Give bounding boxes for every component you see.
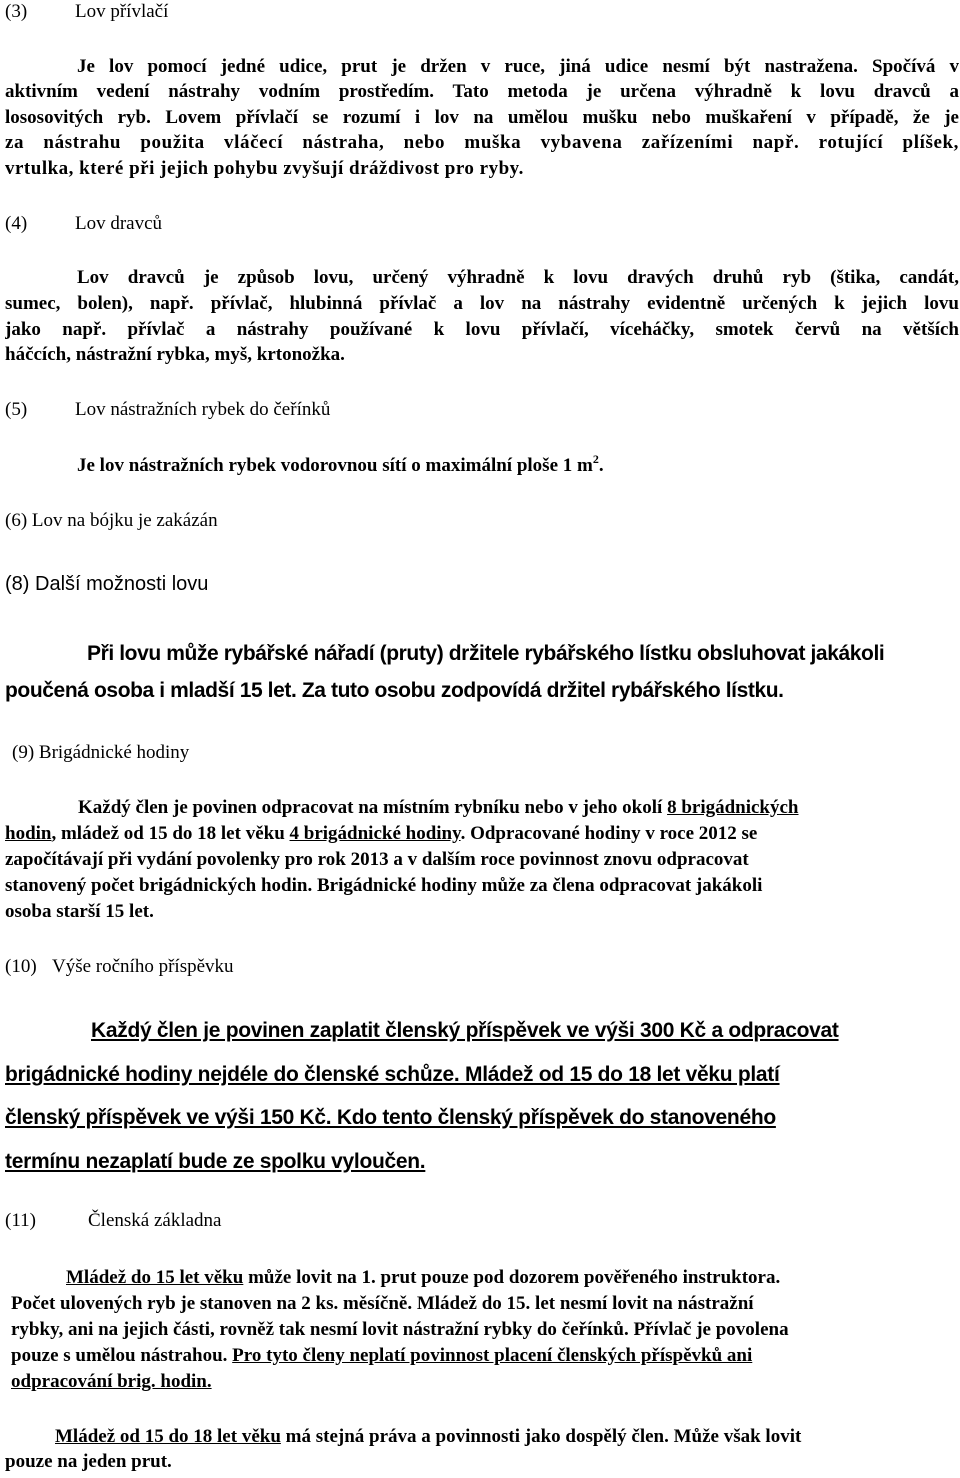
- section-11-line-2: Počet ulovených ryb je stanoven na 2 ks. měsíčně. Mládež do 15. let nesmí lovit na nástražní: [11, 1293, 754, 1314]
- section-11-underlined: Pro tyto členy neplatí povinnost placení členských příspěvků ani: [232, 1345, 753, 1366]
- section-title: Výše ročního příspěvku: [52, 956, 234, 977]
- section-title: Lov přívlačí: [75, 1, 169, 22]
- section-number: (3): [5, 1, 28, 22]
- section-9-underlined: 4 brigádnické hodiny: [289, 823, 461, 844]
- section-11-line-6: [55, 1425, 801, 1449]
- section-3-line-1: Je lov pomocí jedné udice, prut je držen v ruce, jiná udice nesmí být nastražena. Spočívá v: [77, 56, 959, 77]
- section-10-heading: [5, 955, 234, 979]
- section-10-line-3: členský příspěvek ve výši 150 Kč. Kdo tento členský příspěvek do stanoveného: [5, 1106, 776, 1129]
- section-4-line-3: jako např. přívlač a nástrahy používané k lovu přívlačí, víceháčky, smotek červů na větších: [5, 319, 959, 340]
- section-4-line-4: háčcích, nástražní rybka, myš, krtonožka.: [5, 344, 345, 365]
- section-11-text: má stejná práva a povinnosti jako dospělý člen. Může však lovit: [280, 1426, 802, 1447]
- section-3-line-5: vrtulka, které při jejich pohybu zvyšují dráždivost pro ryby.: [5, 158, 524, 179]
- section-3-line-2: aktivním vedení nástrahy vodním prostředím. Tato metoda je určena výhradně k lovu dravců a: [5, 81, 959, 102]
- section-10-line-2: brigádnické hodiny nejdéle do členské schůze. Mládež od 15 do 18 let věku platí: [5, 1063, 780, 1086]
- section-5-body: Je lov nástražních rybek vodorovnou sítí o maximální ploše 1 m: [77, 455, 593, 476]
- section-3-line-3: lososovitých ryb. Lovem přívlačí se rozumí i lov na umělou mušku nebo muškaření v případě, že je: [5, 107, 959, 128]
- section-title: Lov dravců: [75, 213, 163, 234]
- section-5-heading: [5, 398, 330, 422]
- section-11-line-7: pouze na jeden prut.: [5, 1451, 172, 1472]
- section-9-line-3: započítávají při vydání povolenky pro rok 2013 a v dalším roce povinnost znovu odpracovat: [5, 849, 749, 870]
- section-4-line-2: sumec, bolen), např. přívlač, hlubinná přívlač a lov na nástrahy evidentně určených k jejich lovu: [5, 293, 959, 314]
- section-5-tail: .: [598, 455, 604, 476]
- section-number: (4): [5, 213, 28, 234]
- section-9-line-4: stanovený počet brigádnických hodin. Brigádnické hodiny může za člena odpracovat jakákoli: [5, 875, 763, 896]
- section-9-line-1: [78, 796, 799, 820]
- section-title: Členská základna: [88, 1210, 222, 1231]
- section-8-line-1: Při lovu může rybářské nářadí (pruty) držitele rybářského lístku obsluhovat jakákoli: [87, 642, 885, 665]
- section-title: Lov nástražních rybek do čeřínků: [75, 399, 331, 420]
- section-9-text: , mládež od 15 do 18 let věku: [51, 823, 290, 844]
- section-11-line-5: odpracování brig. hodin.: [11, 1371, 212, 1392]
- superscript: 2: [592, 452, 599, 466]
- section-9-line-2: [5, 822, 757, 846]
- section-11-line-1: [66, 1266, 780, 1290]
- section-5-text: [77, 454, 604, 478]
- section-11-underlined: Mládež od 15 do 18 let věku: [55, 1426, 281, 1447]
- section-number: (10): [5, 956, 37, 977]
- section-number: (5): [5, 399, 28, 420]
- section-10-line-1: Každý člen je povinen zaplatit členský příspěvek ve výši 300 Kč a odpracovat: [91, 1019, 839, 1042]
- section-11-line-3: rybky, ani na jejich části, rovněž tak nesmí lovit nástražní rybky do čeřínků. Přívlač je povolena: [11, 1319, 789, 1340]
- section-11-text: pouze s umělou nástrahou.: [11, 1345, 233, 1366]
- section-8-heading: (8) Další možnosti lovu: [5, 573, 209, 595]
- section-11-heading: [5, 1209, 221, 1233]
- section-6-heading: (6) Lov na bójku je zakázán: [5, 510, 218, 531]
- section-9-text: . Odpracované hodiny v roce 2012 se: [460, 823, 758, 844]
- section-9-line-5: osoba starší 15 let.: [5, 901, 154, 922]
- section-3-heading: [5, 0, 168, 24]
- section-3-line-4: za nástrahu použita vláčecí nástraha, nebo muška vybavena zařízeními např. rotující plíšek,: [5, 132, 959, 153]
- section-11-text: může lovit na 1. prut pouze pod dozorem pověřeného instruktora.: [243, 1267, 781, 1288]
- section-4-line-1: Lov dravců je způsob lovu, určený výhradně k lovu dravých druhů ryb (štika, candát,: [77, 267, 959, 288]
- section-8-line-2: poučená osoba i mladší 15 let. Za tuto osobu zodpovídá držitel rybářského lístku.: [5, 679, 784, 702]
- section-4-heading: [5, 212, 162, 236]
- section-11-underlined: Mládež do 15 let věku: [66, 1267, 244, 1288]
- section-9-text: Každý člen je povinen odpracovat na místním rybníku nebo v jeho okolí: [78, 797, 668, 818]
- section-9-heading: (9) Brigádnické hodiny: [12, 742, 190, 763]
- section-9-underlined: 8 brigádnických: [667, 797, 799, 818]
- section-10-line-4: termínu nezaplatí bude ze spolku vyloučen.: [5, 1150, 426, 1173]
- section-11-line-4: [11, 1344, 752, 1368]
- section-9-underlined: hodin: [5, 823, 52, 844]
- section-number: (11): [5, 1210, 36, 1231]
